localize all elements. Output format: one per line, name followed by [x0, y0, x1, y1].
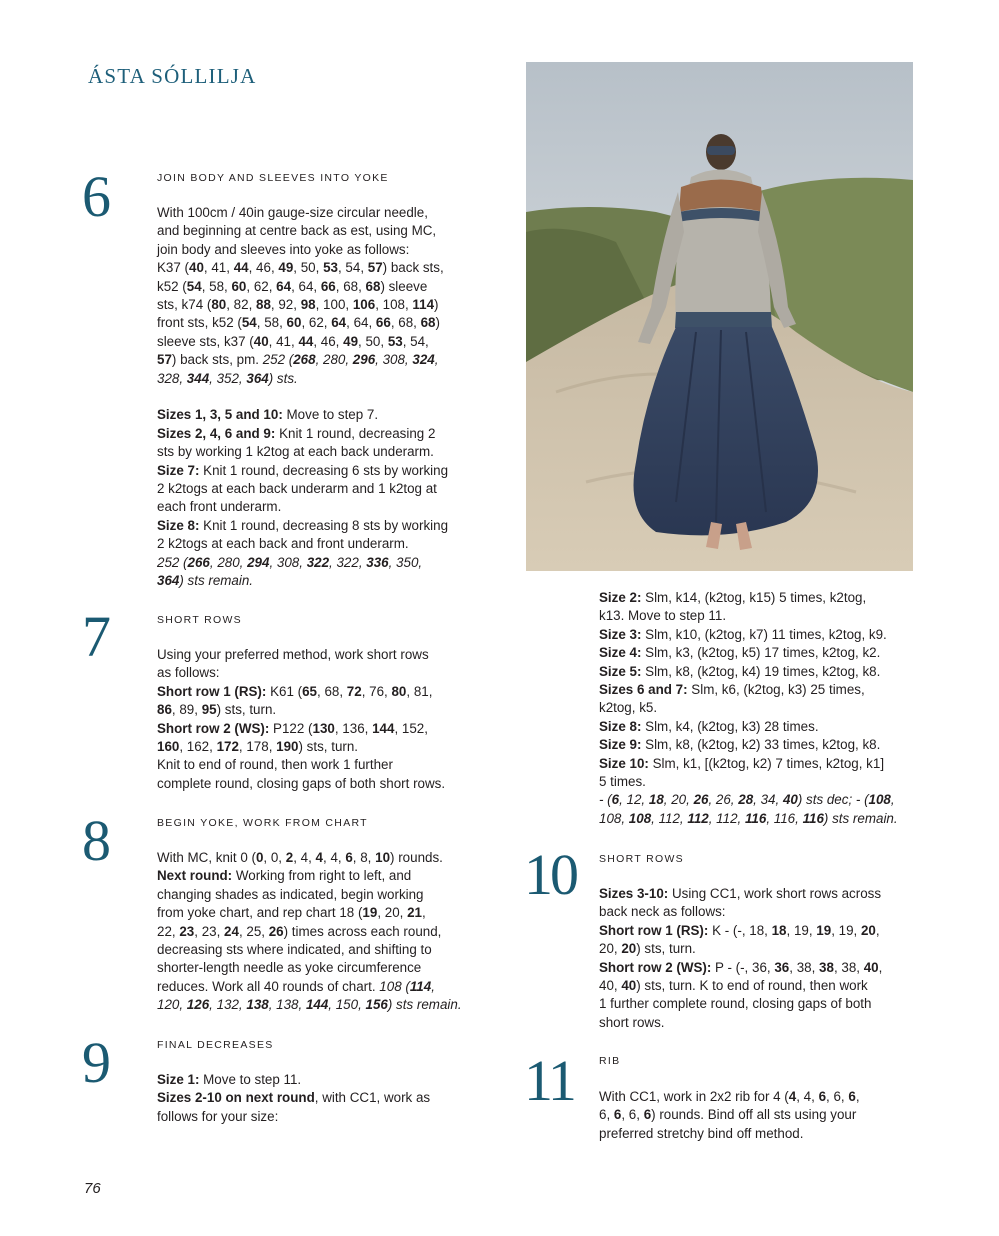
photo-woman-walking: [526, 62, 913, 571]
page-number: 76: [84, 1180, 101, 1197]
step-number-7: 7: [82, 604, 111, 669]
step-heading-9: FINAL DECREASES: [157, 1039, 274, 1051]
step-number-8: 8: [82, 808, 111, 873]
running-head: ÁSTA SÓLLILJA: [88, 64, 257, 88]
step-heading-10: SHORT ROWS: [599, 853, 684, 865]
step-number-11: 11: [524, 1048, 574, 1113]
step-body-8: With MC, knit 0 (0, 0, 2, 4, 4, 4, 6, 8, 10) rounds. Next round: Working from right to left, and changing shades as indicated, begin working from yoke chart, and rep chart 18 (19, 20, 21, 22, 23, 23, 24, 25, 26) times across each round, decreasing sts where indicated, and shifting to shorter-length needle as yoke circumference reduces. Work all 40 rounds of chart. 108 (114, 120, 126, 132, 138, 138, 144, 150, 156) sts remain.: [157, 850, 462, 1013]
step-heading-6: JOIN BODY AND SLEEVES INTO YOKE: [157, 172, 389, 184]
step-body-11: With CC1, work in 2x2 rib for 4 (4, 4, 6, 6, 6, 6, 6, 6, 6) rounds. Bind off all sts using your preferred stretchy bind off method.: [599, 1089, 860, 1141]
step-number-10: 10: [524, 842, 576, 907]
step-number-9: 9: [82, 1030, 111, 1095]
step-number-6: 6: [82, 164, 111, 229]
step-body-6: With 100cm / 40in gauge-size circular needle, and beginning at centre back as est, using MC, join body and sleeves into yoke as follows: K37 (40, 41, 44, 46, 49, 50, 53, 54, 57) back sts, k52 (54, 58, 60, 62, 64, 64, 66, 68, 68) sleeve sts, k74 (80, 82, 88, 92, 98, 100, 106, 108, 114) front sts, k52 (54, 58, 60, 62, 64, 64, 66, 68, 68) sleeve sts, k37 (40, 41, 44, 46, 49, 50, 53, 54, 57) back sts, pm. 252 (268, 280, 296, 308, 324, 328, 344, 352, 364) sts. Sizes 1, 3, 5 and 10: Move to step 7. Sizes 2, 4, 6 and 9: Knit 1 round, decreasing 2 sts by working 1 k2tog at each back underarm. Size 7: Knit 1 round, decreasing 6 sts by working 2 k2togs at each back underarm and 1 k2tog at each front underarm. Size 8: Knit 1 round, decreasing 8 sts by working 2 k2togs at each back and front underarm. 252 (266, 280, 294, 308, 322, 322, 336, 350, 364) sts remain.: [157, 205, 449, 589]
step-heading-8: BEGIN YOKE, WORK FROM CHART: [157, 817, 368, 829]
step-body-10: Sizes 3-10: Using CC1, work short rows across back neck as follows: Short row 1 (RS): K - (-, 18, 18, 19, 19, 19, 20, 20, 20) sts, turn. Short row 2 (WS): P - (-, 36, 36, 38, 38, 38, 40, 40, 40) sts, turn. K to end of round, then work 1 further complete round, closing gaps of both short rows.: [599, 886, 883, 1030]
step-body-9: Size 1: Move to step 11. Sizes 2-10 on next round, with CC1, work as follows for your size:: [157, 1072, 431, 1124]
photo-woman-walking-on-sand-dunes-icon: [526, 62, 913, 571]
step-heading-11: RIB: [599, 1055, 621, 1067]
step-body-7: Using your preferred method, work short rows as follows: Short row 1 (RS): K61 (65, 68, 72, 76, 80, 81, 86, 89, 95) sts, turn. Short row 2 (WS): P122 (130, 136, 144, 152, 160, 162, 172, 178, 190) sts, turn. Knit to end of round, then work 1 further complete round, closing gaps of both short rows.: [157, 647, 446, 791]
step-body-9-continued: Size 2: Slm, k14, (k2tog, k15) 5 times, k2tog, k13. Move to step 11. Size 3: Slm, k10, (k2tog, k7) 11 times, k2tog, k9. Size 4: Slm, k3, (k2tog, k5) 17 times, k2tog, k2. Size 5: Slm, k8, (k2tog, k4) 19 times, k2tog, k8. Sizes 6 and 7: Slm, k6, (k2tog, k3) 25 times, k2tog, k5. Size 8: Slm, k4, (k2tog, k3) 28 times. Size 9: Slm, k8, (k2tog, k2) 33 times, k2tog, k8. Size 10: Slm, k1, [(k2tog, k2) 7 times, k2tog, k1] 5 times. - (6, 12, 18, 20, 26, 26, 28, 34, 40) sts dec; - (108, 108, 108, 112, 112, 112, 116, 116, 116) sts remain.: [599, 590, 898, 826]
step-heading-7: SHORT ROWS: [157, 614, 242, 626]
